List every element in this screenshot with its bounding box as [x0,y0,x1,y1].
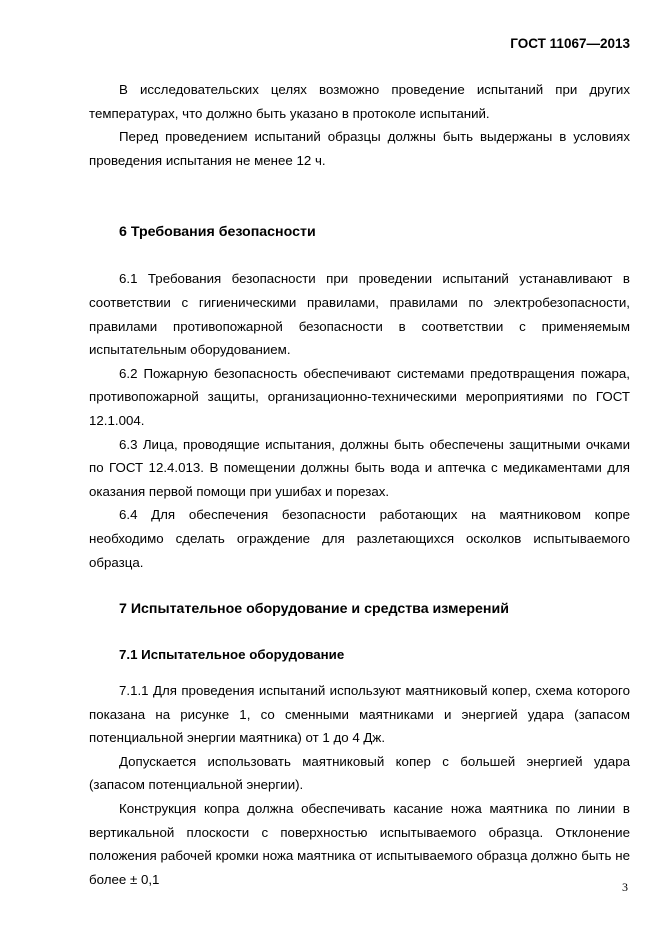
paragraph-6-3: 6.3 Лица, проводящие испытания, должны быть обеспечены защитными очками по ГОСТ 12.4.013. В помещении должны быть вода и аптечка с медикаментами для оказания первой помощи при ушибах и порезах. [89,436,630,499]
paragraph-7-1-1: 7.1.1 Для проведения испытаний используют маятниковый копер, схема которого показана на рисунке 1, со сменными маятниками и энергией удара (запасом потенциальной энергии маятника) от 1 до 4 Дж. [89,683,630,746]
paragraph-6-4: 6.4 Для обеспечения безопасности работающих на маятниковом копре необходимо сделать ограждение для разлетающихся осколков испытываемого образца. [89,507,630,570]
document-code-header: ГОСТ 11067—2013 [510,36,630,51]
page-number: 3 [622,880,628,894]
paragraph-intro-2: Перед проведением испытаний образцы должны быть выдержаны в условиях проведения испытания не менее 12 ч. [89,129,630,168]
subsection-7-1-heading: 7.1 Испытательное оборудование [119,647,345,663]
paragraph-7-1-1-c: Конструкция копра должна обеспечивать касание ножа маятника по линии в вертикальной плоскости с поверхностью испытываемого образца. Отклонение положения рабочей кромки ножа маятника от испытываемого образца должно быть не более ± 0,1 [89,801,630,887]
page-content [89,78,630,891]
paragraph-intro-1: В исследовательских целях возможно проведение испытаний при других температурах, что должно быть указано в протоколе испытаний. [89,82,630,121]
paragraph-7-1-1-b: Допускается использовать маятниковый копер с большей энергией удара (запасом потенциальной энергии). [89,753,630,793]
section-7-heading: 7 Испытательное оборудование и средства измерений [119,601,509,618]
paragraph-6-2: 6.2 Пожарную безопасность обеспечивают системами предотвращения пожара, противопожарной защиты, организационно-техническими мероприятиями по ГОСТ 12.1.004. [89,365,630,428]
section-6-heading: 6 Требования безопасности [119,224,316,241]
paragraph-6-1: 6.1 Требования безопасности при проведении испытаний устанавливают в соответствии с гигиеническими правилами, правилами по электробезопасности, правилами противопожарной безопасности в соответствии с применяемым испытательным оборудованием. [89,271,630,358]
